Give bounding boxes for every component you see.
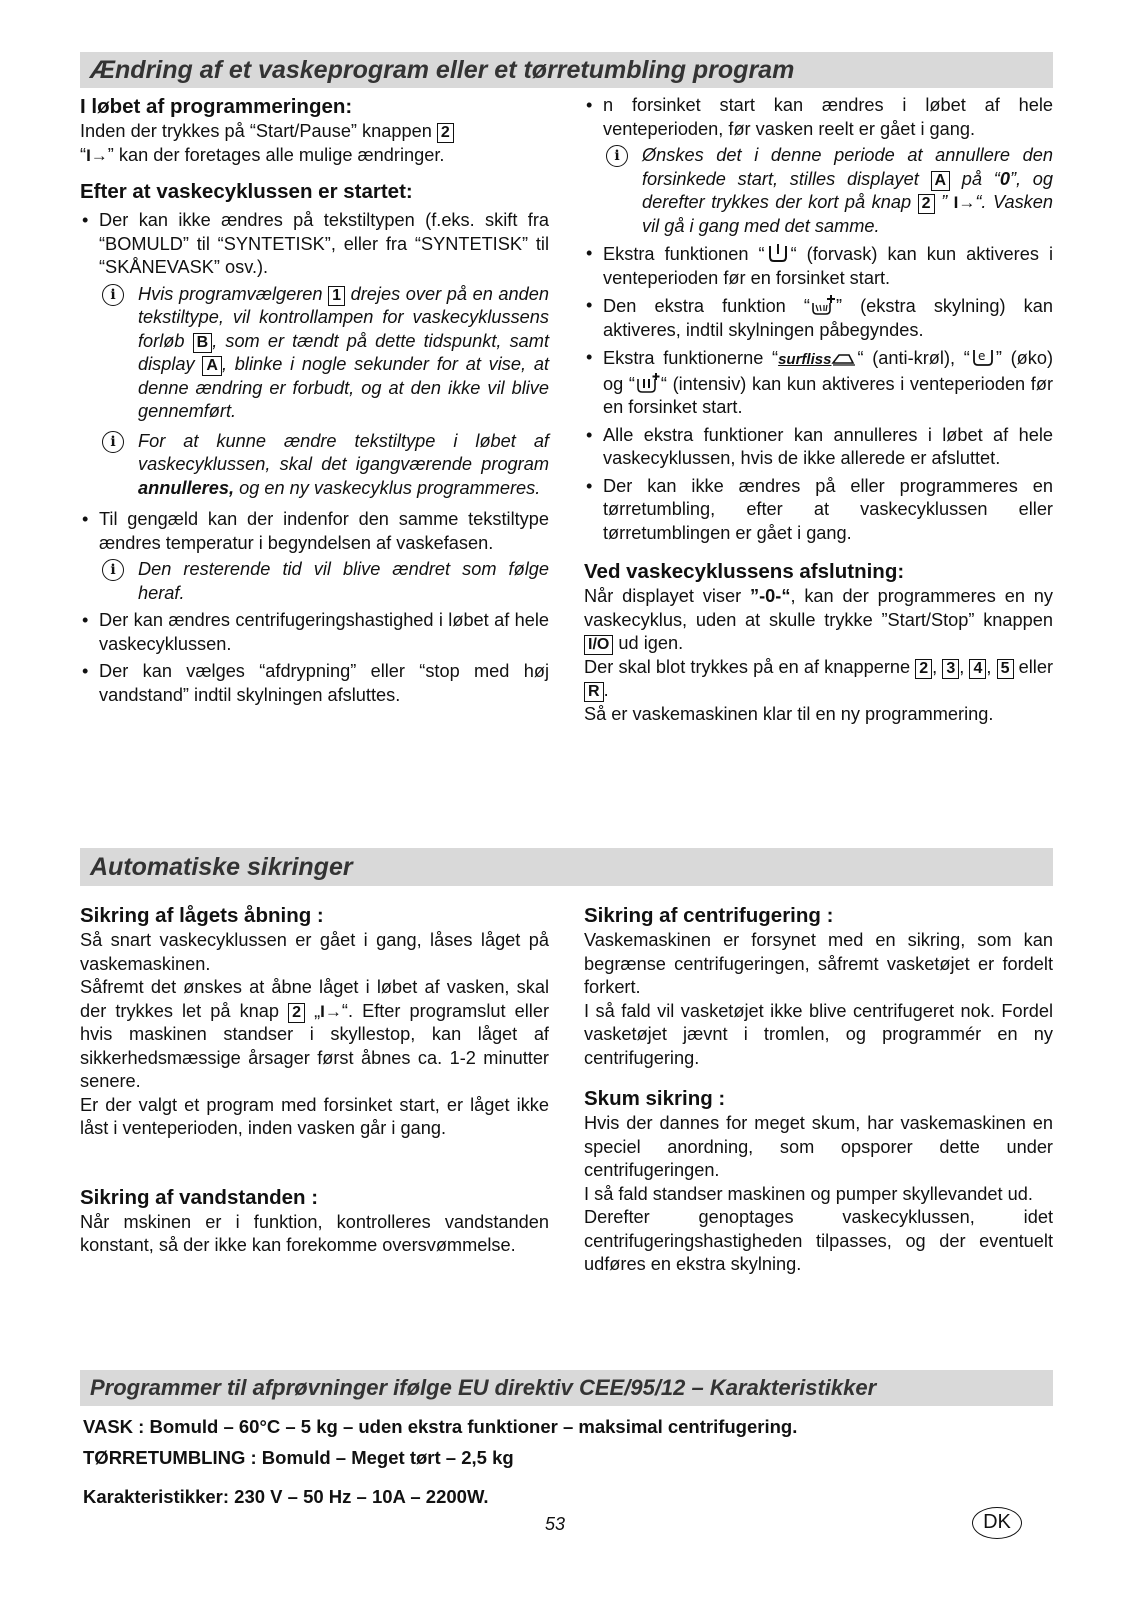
paragraph: Så snart vaskecyklussen er gået i gang, låses låget på vaskemaskinen. xyxy=(80,930,549,974)
info-icon: i xyxy=(102,431,124,453)
key-R: R xyxy=(584,682,604,702)
info-note: i Den resterende tid vil blive ændret som følge heraf. xyxy=(80,558,549,605)
heading-end-of-cycle: Ved vaskecyklussens afslutning: xyxy=(584,560,905,583)
list-item: • n forsinket start kan ændres i løbet af hele venteperioden, før vasken reelt er gået i gang. xyxy=(584,94,1053,141)
list-item: • Til gengæld kan der indenfor den samme tekstiltype ændres temperatur i begyndelsen af vaskefasen. xyxy=(80,508,549,555)
heading-after-start: Efter at vaskecyklussen er startet: xyxy=(80,180,413,203)
paragraph: Vaskemaskinen er forsynet med en sikring, som kan begrænse centrifugeringen, såfremt vasketøjet er fordelt forkert. xyxy=(584,930,1053,997)
key-3: 3 xyxy=(942,659,959,679)
paragraph: Er der valgt et program med forsinket start, er låget ikke låst i venteperioden, inden vasken går i gang. xyxy=(80,1094,549,1138)
paragraph-end-of-cycle: Når displayet viser ”-0-“, kan der programmeres en ny vaskecyklus, uden at skulle trykke ”Start/Stop” knappen I/O ud igen. Der skal blot trykkes på en af knapperne 2 , 3 , 4 , 5 eller R . Så er vaskemaskinen klar til en ny programmering. xyxy=(584,586,1054,724)
info-note: i Hvis programvælgeren 1 drejes over på en anden tekstiltype, vil kontrollampen for vaskecyklussens forløb B , som er tændt på dette tidspunkt, samt display A , blinke i nogle sekunder for at vise, at denne ændring er forbudt, og at den ikke vil blive gennemført. xyxy=(80,283,549,424)
language-badge: DK xyxy=(972,1507,1022,1539)
right-column-change xyxy=(584,94,1053,726)
heading-spin-safety: Sikring af centrifugering : xyxy=(584,904,834,927)
heading-foam-safety: Skum sikring : xyxy=(584,1087,726,1110)
list-item: • Der kan ikke ændres på eller programmeres en tørretumbling, efter at vaskecyklussen eller tørretumblingen er gået i gang. xyxy=(584,475,1053,546)
intensive-icon xyxy=(635,372,661,394)
paragraph: Hvis der dannes for meget skum, har vaskemaskinen en speciel anordning, som opsporer dette under centrifugeringen. xyxy=(584,1113,1053,1180)
left-column-safety xyxy=(80,903,549,1258)
start-arrow-icon: I→ xyxy=(320,1001,342,1021)
info-icon: i xyxy=(102,284,124,306)
extra-rinse-icon xyxy=(810,294,836,316)
list-item: • Den ekstra funktion “ ” (ekstra skylning) kan aktiveres, indtil skylningen påbegyndes. xyxy=(584,294,1053,342)
key-B: B xyxy=(193,333,213,353)
svg-text:e: e xyxy=(977,349,986,363)
heading-during-programming: I løbet af programmeringen: xyxy=(80,95,353,118)
key-2: 2 xyxy=(437,123,454,143)
list-item: • Der kan vælges “afdrypning” eller “stop med høj vandstand” indtil skylningen afsluttes. xyxy=(80,660,549,707)
list-item: • Der kan ikke ændres på tekstiltypen (f.eks. skift fra “BOMULD” til “SYNTETISK”, eller fra “SYNTETISK” til “SKÅNEVASK” osv.). xyxy=(80,209,549,280)
start-arrow-icon: I→ xyxy=(953,193,976,212)
key-A: A xyxy=(931,171,951,191)
prewash-icon xyxy=(765,242,791,264)
key-4: 4 xyxy=(969,659,986,679)
paragraph-during-programming: Inden der trykkes på “Start/Pause” knappen 2 “I→” kan der foretages alle mulige ændringer. xyxy=(80,120,549,167)
list-item: • Ekstra funktionerne “surfliss “ (anti-krøl), “ e ” (øko) og “ “ (intensiv) kan kun aktiveres i venteperioden før en forsinket start. xyxy=(584,346,1053,420)
spec-wash: VASK : Bomuld – 60°C – 5 kg – uden ekstra funktioner – maksimal centrifugering. xyxy=(83,1416,798,1437)
key-A: A xyxy=(202,356,222,376)
key-5: 5 xyxy=(997,659,1014,679)
list-item: • Ekstra funktionen “ “ (forvask) kan kun aktiveres i venteperioden før en forsinket start. xyxy=(584,242,1053,290)
list-item: • Alle ekstra funktioner kan annulleres i løbet af hele vaskecyklussen, hvis de ikke allerede er afsluttet. xyxy=(584,424,1053,471)
left-column-change xyxy=(80,94,549,707)
info-icon: i xyxy=(606,145,628,167)
section-title-safety: Automatiske sikringer xyxy=(80,848,1053,886)
paragraph: Såfremt det ønskes at åbne låget i løbet af vasken, skal der trykkes let på knap 2 „I→“. Efter programslut eller hvis maskinen standser i skyllestop, kan låget af sikkerhedsmæssige årsager først åbnes ca. 1-2 minutter senere. xyxy=(80,977,549,1091)
info-note: i For at kunne ændre tekstiltype i løbet af vaskecyklussen, skal det igangværende program annulleres, og en ny vaskecyklus programmeres. xyxy=(80,430,549,501)
key-2: 2 xyxy=(918,194,935,214)
surfliss-iron-icon xyxy=(831,346,857,368)
key-io: I/O xyxy=(584,635,613,655)
section-title-test-programs: Programmer til afprøvninger ifølge EU direktiv CEE/95/12 – Karakteristikker xyxy=(80,1370,1053,1406)
section-title-change-program: Ændring af et vaskeprogram eller et tørretumbling program xyxy=(80,52,1053,88)
heading-water-level: Sikring af vandstanden : xyxy=(80,1185,319,1209)
info-icon: i xyxy=(102,559,124,581)
key-1: 1 xyxy=(328,286,345,306)
paragraph: I så fald vil vasketøjet ikke blive centrifugeret nok. Fordel vasketøjet jævnt i tromlen, og programmér en ny centrifugering. xyxy=(584,1000,1053,1068)
heading-lid-safety: Sikring af lågets åbning : xyxy=(80,904,324,927)
start-arrow-icon: I→ xyxy=(86,145,108,165)
info-note: i Ønskes det i denne periode at annullere den forsinkede start, stilles displayet A på “0”, og derefter trykkes der kort på knap 2 ” I→“. Vasken vil gå i gang med det samme. xyxy=(584,144,1053,238)
surfliss-label: surfliss xyxy=(778,351,832,368)
paragraph: Derefter genoptages vaskecyklussen, idet centrifugeringshastigheden tilpasses, og der eventuelt udføres en ekstra skylning. xyxy=(584,1207,1053,1274)
spec-electrical: Karakteristikker: 230 V – 50 Hz – 10A – 2200W. xyxy=(83,1486,489,1507)
spec-dry: TØRRETUMBLING : Bomuld – Meget tørt – 2,5 kg xyxy=(83,1447,514,1468)
eco-icon xyxy=(970,346,996,368)
paragraph: Når mskinen er i funktion, kontrolleres vandstanden konstant, så der ikke kan forekomme oversvømmelse. xyxy=(80,1211,549,1255)
right-column-safety xyxy=(584,903,1053,1277)
page-number: 53 xyxy=(545,1514,566,1534)
key-2: 2 xyxy=(915,659,932,679)
paragraph: I så fald standser maskinen og pumper skyllevandet ud. xyxy=(584,1183,1033,1204)
key-2: 2 xyxy=(288,1003,305,1023)
list-item: • Der kan ændres centrifugeringshastighed i løbet af hele vaskecyklussen. xyxy=(80,609,549,656)
